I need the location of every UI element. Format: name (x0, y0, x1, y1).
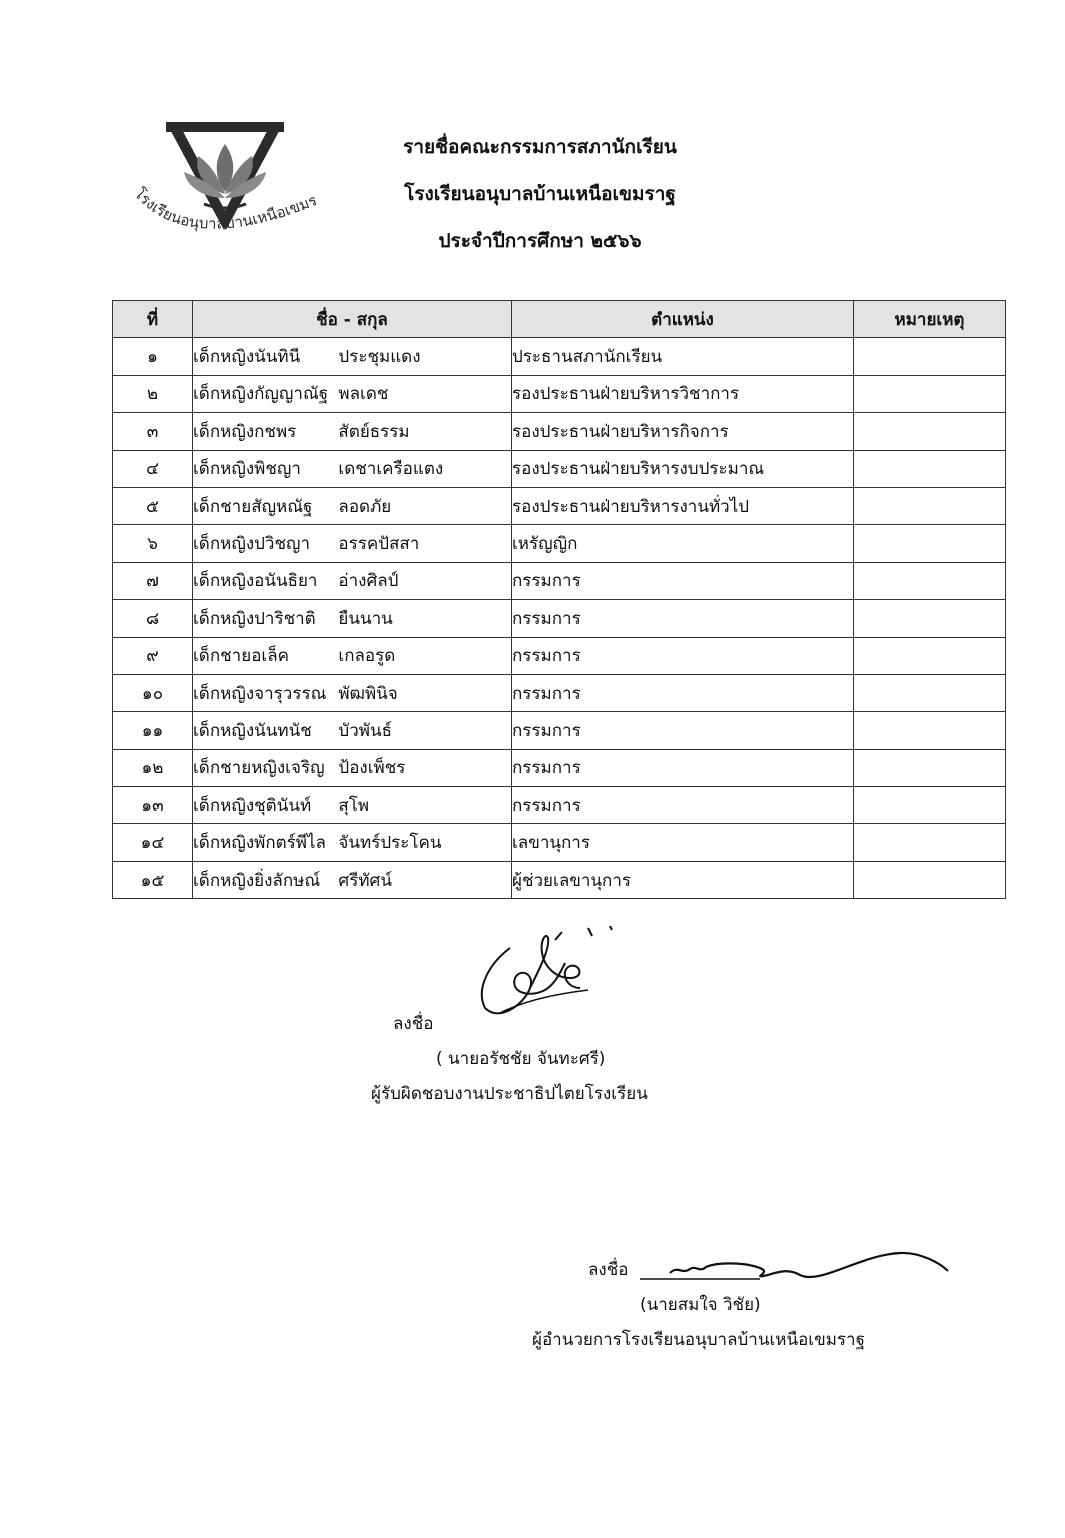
row-number: ๒ (113, 375, 193, 412)
row-remark (854, 749, 1006, 786)
row-remark (854, 562, 1006, 599)
row-position: กรรมการ (512, 787, 854, 824)
row-position: กรรมการ (512, 712, 854, 749)
row-position: รองประธานฝ่ายบริหารงบประมาณ (512, 450, 854, 487)
row-name (193, 712, 512, 749)
row-remark (854, 450, 1006, 487)
row-name (193, 749, 512, 786)
last-name: จันทร์ประโคน (338, 833, 442, 854)
row-number: ๘ (113, 600, 193, 637)
table-row (113, 712, 1006, 749)
row-name (193, 413, 512, 450)
row-remark (854, 861, 1006, 898)
row-remark (854, 824, 1006, 861)
signature-1-role: ผู้รับผิดชอบงานประชาธิปไตยโรงเรียน (371, 1084, 648, 1104)
table-row (113, 861, 1006, 898)
row-number: ๑๕ (113, 861, 193, 898)
row-name (193, 600, 512, 637)
heading-line-3: ประจำปีการศึกษา ๒๕๖๖ (438, 230, 642, 252)
table-row (113, 674, 1006, 711)
last-name: พัฒพินิจ (338, 683, 398, 704)
row-name (193, 338, 512, 375)
row-name (193, 787, 512, 824)
row-remark (854, 487, 1006, 524)
document-heading (330, 124, 750, 265)
first-name: เด็กชายหญิงเจริญ (193, 758, 325, 779)
last-name: ยืนนาน (338, 608, 393, 629)
row-number: ๑๓ (113, 787, 193, 824)
last-name: บัวพันธ์ (338, 720, 392, 741)
last-name: พลเดช (338, 384, 389, 405)
row-number: ๑ (113, 338, 193, 375)
committee-table (112, 300, 1006, 899)
row-remark (854, 787, 1006, 824)
first-name: เด็กหญิงปาริชาติ (193, 608, 316, 629)
row-remark (854, 600, 1006, 637)
row-position: กรรมการ (512, 600, 854, 637)
row-remark (854, 712, 1006, 749)
signature-2-role: ผู้อำนวยการโรงเรียนอนุบาลบ้านเหนือเขมราฐ (532, 1330, 865, 1350)
last-name: สุโพ (338, 795, 370, 816)
header-remark: หมายเหตุ (854, 301, 1006, 338)
first-name: เด็กหญิงพักตร์พีไล (193, 833, 326, 854)
first-name: เด็กหญิงนันทนัช (193, 720, 312, 741)
row-remark (854, 375, 1006, 412)
first-name: เด็กหญิงจารุวรรณ (193, 683, 327, 704)
table-row (113, 749, 1006, 786)
row-name (193, 824, 512, 861)
first-name: เด็กหญิงกชพร (193, 421, 297, 442)
signature-2-name: (นายสมใจ วิชัย) (640, 1295, 761, 1315)
signature-1-image (470, 918, 630, 1028)
last-name: เกลอรูด (338, 646, 396, 667)
row-number: ๔ (113, 450, 193, 487)
heading-line-1: รายชื่อคณะกรรมการสภานักเรียน (403, 136, 677, 158)
signature-1-name: ( นายอรัชชัย จันทะศรี) (436, 1049, 606, 1069)
last-name: เดชาเครือแตง (338, 459, 444, 480)
header-no: ที่ (113, 301, 193, 338)
row-position: ผู้ช่วยเลขานุการ (512, 861, 854, 898)
row-name (193, 487, 512, 524)
table-row (113, 375, 1006, 412)
table-row (113, 487, 1006, 524)
first-name: เด็กหญิงชุตินันท์ (193, 795, 312, 816)
row-position: รองประธานฝ่ายบริหารกิจการ (512, 413, 854, 450)
row-position: ประธานสภานักเรียน (512, 338, 854, 375)
row-number: ๕ (113, 487, 193, 524)
row-position: เหรัญญิก (512, 525, 854, 562)
last-name: สัตย์ธรรม (338, 421, 410, 442)
row-name (193, 525, 512, 562)
signature-2-label: ลงชื่อ (588, 1260, 629, 1280)
table-row (113, 824, 1006, 861)
logo-text: โรงเรียนอนุบาลบ้านเหนือเขมร (130, 184, 320, 233)
row-number: ๑๔ (113, 824, 193, 861)
first-name: เด็กชายสัญหณัฐ (193, 496, 313, 517)
row-number: ๑๒ (113, 749, 193, 786)
table-header-row (113, 301, 1006, 338)
last-name: ประชุมแดง (338, 347, 421, 368)
row-position: รองประธานฝ่ายบริหารงานทั่วไป (512, 487, 854, 524)
row-position: กรรมการ (512, 637, 854, 674)
table-row (113, 787, 1006, 824)
row-position: กรรมการ (512, 562, 854, 599)
signature-2-image (640, 1245, 960, 1295)
last-name: ลอดภัย (338, 496, 392, 517)
row-remark (854, 637, 1006, 674)
first-name: เด็กหญิงพิชญา (193, 459, 301, 480)
row-name (193, 375, 512, 412)
table-row (113, 525, 1006, 562)
table-row (113, 562, 1006, 599)
row-name (193, 637, 512, 674)
lotus-triangle-logo-icon (118, 112, 338, 272)
row-remark (854, 674, 1006, 711)
signature-1-label: ลงชื่อ (393, 1014, 434, 1034)
row-name (193, 450, 512, 487)
first-name: เด็กหญิงยิ่งลักษณ์ (193, 870, 321, 891)
row-number: ๙ (113, 637, 193, 674)
row-name (193, 562, 512, 599)
row-number: ๖ (113, 525, 193, 562)
last-name: ป้องเพ็ชร (338, 758, 406, 779)
table-row (113, 413, 1006, 450)
table-row (113, 600, 1006, 637)
last-name: อ่างศิลป์ (338, 571, 399, 592)
header-name: ชื่อ - สกุล (193, 301, 512, 338)
row-name (193, 861, 512, 898)
first-name: เด็กหญิงกัญญาณัฐ (193, 384, 329, 405)
school-logo (118, 112, 338, 272)
last-name: ศรีทัศน์ (338, 870, 392, 891)
heading-line-2: โรงเรียนอนุบาลบ้านเหนือเขมราฐ (404, 183, 676, 205)
row-position: รองประธานฝ่ายบริหารวิชาการ (512, 375, 854, 412)
row-number: ๓ (113, 413, 193, 450)
row-position: กรรมการ (512, 674, 854, 711)
table-body (113, 338, 1006, 899)
row-position: กรรมการ (512, 749, 854, 786)
row-name (193, 674, 512, 711)
row-position: เลขานุการ (512, 824, 854, 861)
first-name: เด็กหญิงอนันธิยา (193, 571, 318, 592)
table-row (113, 338, 1006, 375)
row-remark (854, 413, 1006, 450)
table-row (113, 637, 1006, 674)
row-number: ๑๐ (113, 674, 193, 711)
table-row (113, 450, 1006, 487)
first-name: เด็กชายอเล็ค (193, 646, 289, 667)
first-name: เด็กหญิงปวิชญา (193, 534, 311, 555)
row-remark (854, 338, 1006, 375)
handwritten-signature-1-icon (470, 918, 630, 1028)
first-name: เด็กหญิงนันทินี (193, 347, 301, 368)
header-position: ตำแหน่ง (512, 301, 854, 338)
row-number: ๑๑ (113, 712, 193, 749)
handwritten-signature-2-icon (640, 1245, 960, 1295)
row-remark (854, 525, 1006, 562)
row-number: ๗ (113, 562, 193, 599)
last-name: อรรคปัสสา (338, 534, 420, 555)
